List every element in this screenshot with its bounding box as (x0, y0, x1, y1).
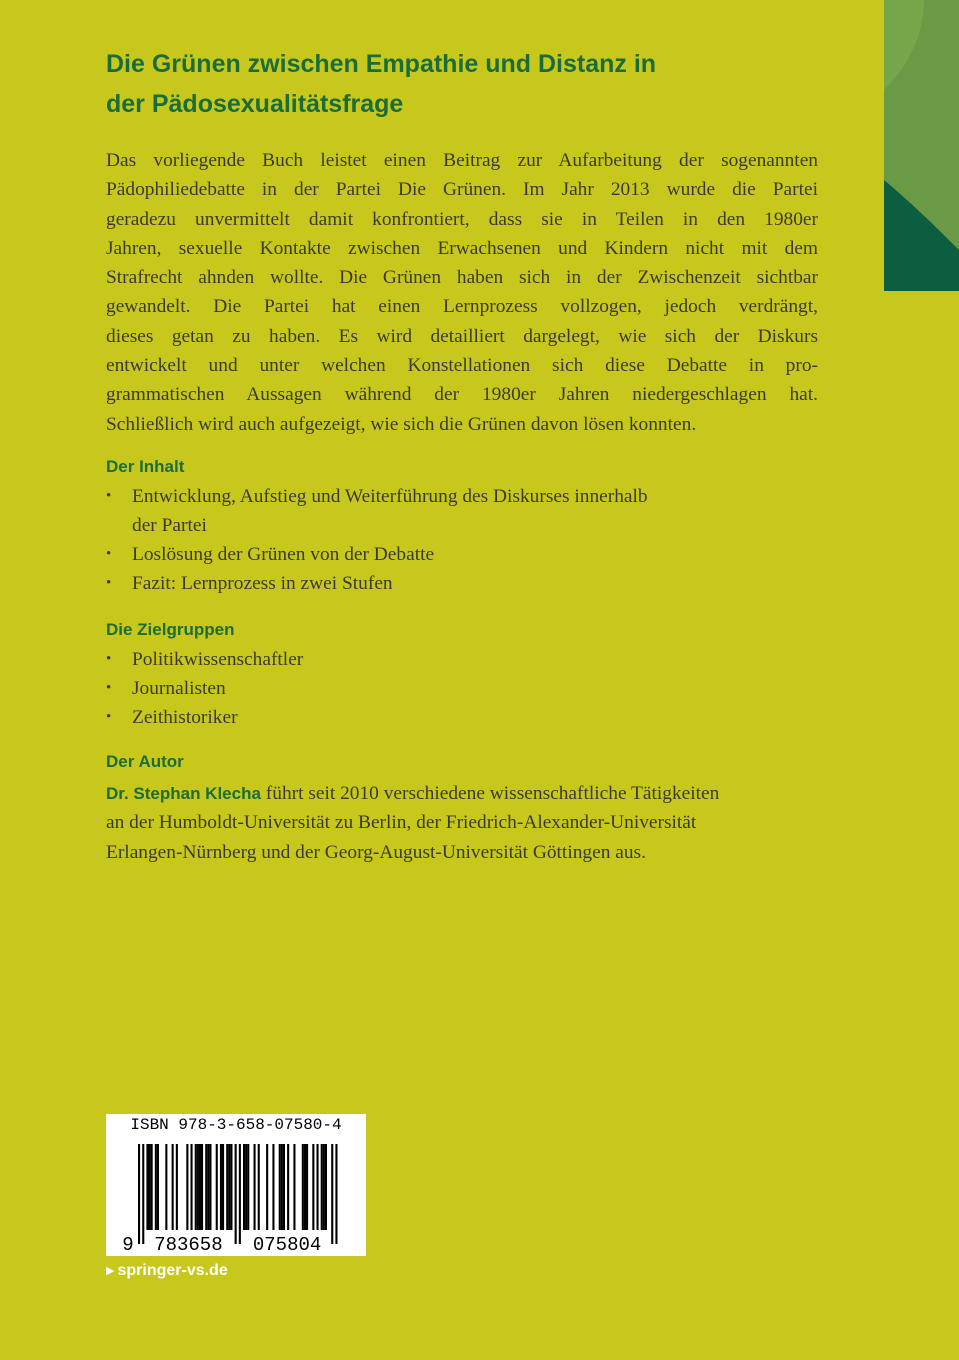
zielgruppen-list (106, 645, 818, 732)
barcode-bar (186, 1144, 188, 1230)
barcode-bar (172, 1144, 174, 1230)
description (106, 146, 818, 439)
description-line: Strafrecht ahnden wollte. Die Grünen haben sich in der Zwischenzeit sichtbar (106, 267, 818, 289)
barcode-bar (304, 1144, 306, 1230)
barcode-digit-first: 9 (122, 1234, 134, 1256)
description-line: Das vorliegende Buch leistet einen Beitrag zur Aufarbeitung der sogenannten (106, 150, 818, 171)
barcode-bar (287, 1144, 289, 1230)
list-item-text: der Partei (132, 515, 207, 536)
barcode-bar (226, 1144, 228, 1230)
barcode-bar (258, 1144, 260, 1230)
barcode-bar (191, 1144, 193, 1230)
barcode-bar (151, 1144, 153, 1230)
barcode-bar (235, 1144, 237, 1244)
barcode-bar (266, 1144, 268, 1230)
barcode-bar (323, 1144, 325, 1230)
inhalt-heading: Der Inhalt (106, 457, 185, 476)
bullet-icon: • (106, 546, 112, 562)
barcode-bar (216, 1144, 218, 1230)
barcode-bar (142, 1144, 144, 1244)
barcode-bar (243, 1144, 245, 1230)
barcode-bar (146, 1144, 148, 1230)
barcode-bar (281, 1144, 283, 1230)
list-item-text: Fazit: Lernprozess in zwei Stufen (132, 573, 393, 594)
barcode-bar (201, 1144, 203, 1230)
barcode-bar (247, 1144, 249, 1230)
isbn-label: ISBN 978-3-658-07580-4 (130, 1116, 342, 1134)
barcode-bar (331, 1144, 333, 1244)
description-line: Jahren, sexuelle Kontakte zwischen Erwachsenen und Kindern nicht mit dem (106, 237, 818, 259)
list-item (106, 645, 818, 674)
barcode-bar (272, 1144, 274, 1230)
barcode-bar (222, 1144, 224, 1230)
description-line: gewandelt. Die Partei hat einen Lernprozess vollzogen, jedoch verdrängt, (106, 296, 818, 318)
barcode-bar (207, 1144, 209, 1230)
barcode-bar (220, 1144, 222, 1230)
barcode-bar (283, 1144, 285, 1230)
inhalt-list (106, 482, 818, 598)
barcode-bar (155, 1144, 157, 1230)
barcode-bar (176, 1144, 178, 1230)
list-item-text: Journalisten (132, 678, 226, 699)
barcode-bar (197, 1144, 199, 1230)
barcode-bar (321, 1144, 323, 1230)
barcode-bar (293, 1144, 295, 1230)
barcode-bar (157, 1144, 159, 1230)
barcode-bar (205, 1144, 207, 1230)
description-line: entwickelt und unter welchen Konstellationen sich diese Debatte in pro- (106, 355, 818, 377)
author-bio (106, 779, 818, 867)
autor-heading: Der Autor (106, 752, 184, 771)
list-item-text: Zeithistoriker (132, 707, 238, 728)
list-item (106, 540, 818, 569)
barcode-bar (138, 1144, 140, 1244)
barcode-bar (317, 1144, 319, 1230)
description-line: Schließlich wird auch aufgezeigt, wie sich die Grünen davon lösen konnten. (106, 413, 697, 435)
corner-decoration (884, 0, 959, 291)
barcode-bar (335, 1144, 337, 1244)
barcode-bar (302, 1144, 304, 1230)
barcode-bar (325, 1144, 327, 1230)
description-line: grammatischen Aussagen während der 1980er Jahren niedergeschlagen hat. (106, 384, 818, 406)
bullet-icon: • (106, 651, 112, 667)
list-item (106, 703, 818, 732)
barcode-bar (149, 1144, 151, 1230)
barcode-icon (106, 1114, 366, 1256)
barcode-bar (312, 1144, 314, 1230)
list-item (106, 482, 818, 540)
bullet-icon: • (106, 709, 112, 725)
list-item (106, 569, 818, 598)
barcode-bar (209, 1144, 211, 1230)
website-link[interactable] (106, 1262, 228, 1280)
barcode-bar (195, 1144, 197, 1230)
description-line: geradezu unvermittelt damit konfrontiert, dass sie in Teilen in den 1980er (106, 208, 818, 230)
barcode-bar (254, 1144, 256, 1230)
barcode-bar (230, 1144, 232, 1230)
barcode-bar (228, 1144, 230, 1230)
barcode-bar (306, 1144, 308, 1230)
author-name: Dr. Stephan Klecha (106, 784, 261, 803)
bullet-icon: • (106, 488, 112, 504)
barcode-digits-right: 075804 (252, 1234, 322, 1256)
list-item-text: Loslösung der Grünen von der Debatte (132, 544, 435, 565)
barcode-bar (245, 1144, 247, 1230)
website-url: springer-vs.de (117, 1262, 228, 1279)
author-bio-text: an der Humboldt-Universität zu Berlin, der Friedrich-Alexander-Universität (106, 812, 697, 834)
author-bio-text: Erlangen-Nürnberg und der Georg-August-Universität Göttingen aus. (106, 841, 646, 863)
zielgruppen-heading: Die Zielgruppen (106, 620, 235, 639)
arrow-icon: ▶ (106, 1265, 115, 1277)
barcode-bar (199, 1144, 201, 1230)
barcode-bar (279, 1144, 281, 1230)
barcode-bar (165, 1144, 167, 1230)
author-bio-text: führt seit 2010 verschiedene wissenschaftliche Tätigkeiten (260, 783, 720, 804)
title-line-2: der Pädosexualitätsfrage (106, 90, 404, 118)
book-title (106, 44, 826, 124)
bullet-icon: • (106, 680, 112, 696)
barcode-bar (239, 1144, 241, 1244)
description-line: Pädophiliedebatte in der Partei Die Grünen. Im Jahr 2013 wurde die Partei (106, 179, 818, 201)
barcode-digits-left: 783658 (154, 1234, 223, 1256)
description-line: dieses getan zu haben. Es wird detailliert dargelegt, wie sich der Diskurs (106, 325, 818, 347)
isbn-barcode (106, 1114, 366, 1256)
list-item-text: Entwicklung, Aufstieg und Weiterführung des Diskurses innerhalb (132, 486, 648, 507)
title-line-1: Die Grünen zwischen Empathie und Distanz in (106, 50, 657, 78)
bullet-icon: • (106, 575, 112, 591)
list-item (106, 674, 818, 703)
list-item-text: Politikwissenschaftler (132, 649, 304, 670)
